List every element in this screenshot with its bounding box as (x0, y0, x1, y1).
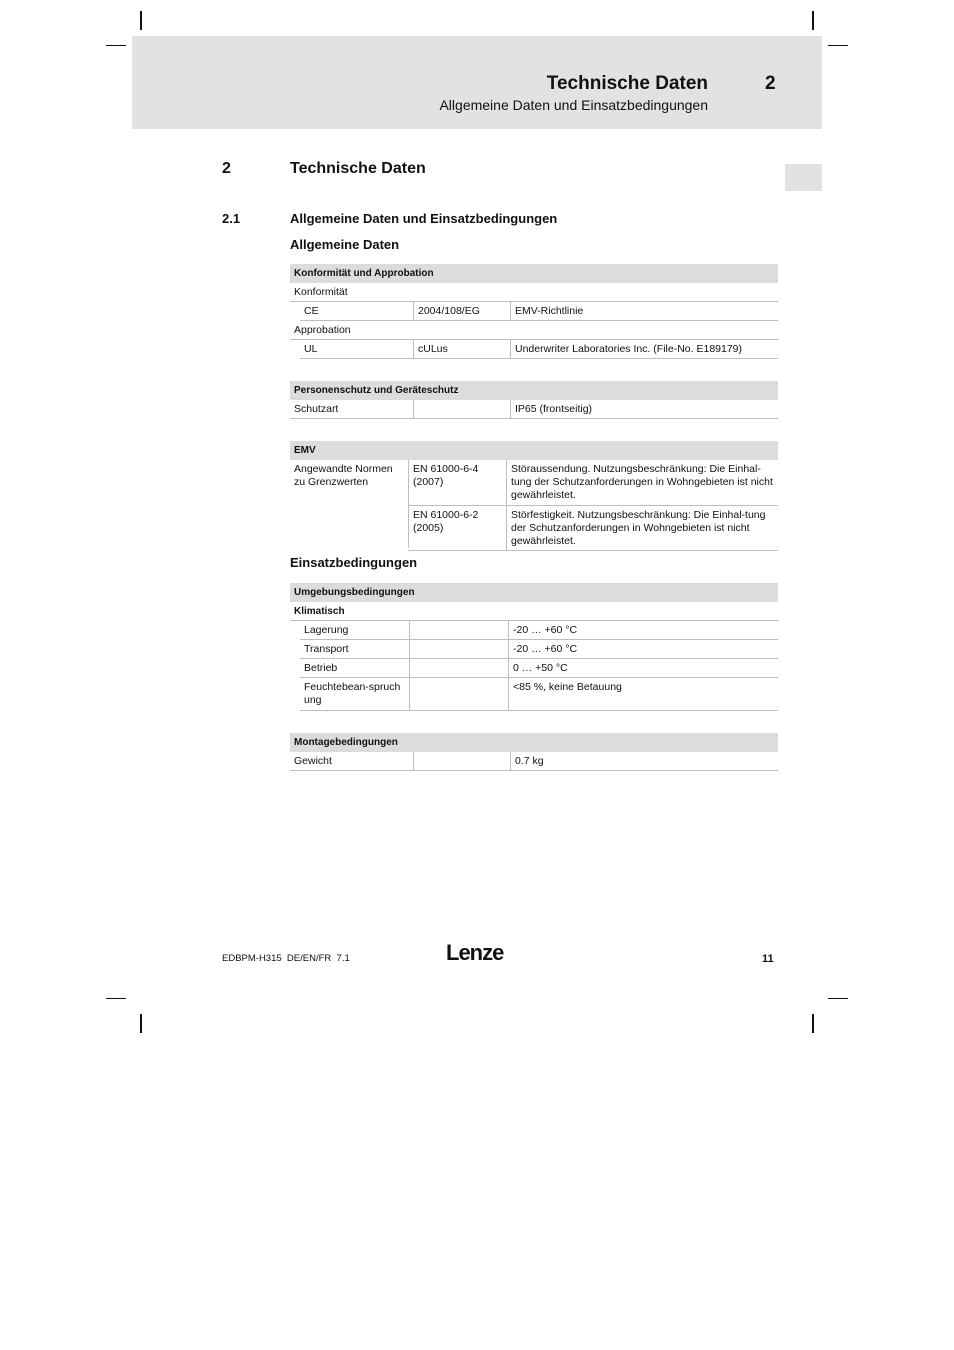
table-row: Gewicht 0.7 kg (290, 752, 778, 771)
heading2-text: Allgemeine Daten und Einsatzbedingungen (290, 211, 558, 226)
emv-body (290, 460, 778, 551)
header-subtitle: Allgemeine Daten und Einsatzbedingungen (439, 97, 708, 113)
heading1-number: 2 (222, 160, 231, 177)
group-label: Klimatisch (290, 602, 778, 621)
header-chapter-number: 2 (765, 73, 776, 94)
conformity-table (290, 264, 778, 359)
mounting-table (290, 733, 778, 771)
header-title: Technische Daten (546, 73, 708, 94)
table-row: UL cULus Underwriter Laboratories Inc. (File-No. E189179) (300, 340, 778, 359)
section-heading-general: Allgemeine Daten (290, 237, 400, 252)
crop-mark (812, 1014, 814, 1033)
lenze-logo: Lenze (446, 940, 504, 965)
crop-mark (106, 998, 126, 999)
group-label: Konformität (290, 283, 778, 302)
table-row: EN 61000-6-2 (2005) Störfestigkeit. Nutzungsbeschränkung: Die Einhal-tung der Schutzanforderungen in Wohngebieten ist nicht gewährleistet. (408, 506, 778, 551)
table-row: Betrieb 0 … +50 °C (300, 659, 778, 678)
page-number: 11 (762, 953, 774, 965)
table-header: Konformität und Approbation (290, 264, 778, 283)
footer-doc-id: EDBPM-H315 DE/EN/FR 7.1 (222, 953, 350, 964)
environment-table (290, 583, 778, 711)
crop-mark (140, 1014, 142, 1033)
emv-label: Angewandte Normen zu Grenzwerten (294, 463, 393, 488)
table-row: Schutzart IP65 (frontseitig) (290, 400, 778, 419)
section-heading-operating: Einsatzbedingungen (290, 555, 418, 570)
page-header (132, 36, 822, 129)
protection-table (290, 381, 778, 419)
table-header: Personenschutz und Geräteschutz (290, 381, 778, 400)
crop-mark (812, 11, 814, 30)
chapter-tab (785, 164, 822, 191)
table-row: Transport -20 … +60 °C (300, 640, 778, 659)
table-header: Montagebedingungen (290, 733, 778, 752)
crop-mark (106, 45, 126, 46)
table-row: EN 61000-6-4 (2007) Störaussendung. Nutzungsbeschränkung: Die Einhal-tung der Schutzanforderungen in Wohngebieten ist nicht gewährleistet. (408, 460, 778, 506)
table-row: Lagerung -20 … +60 °C (300, 621, 778, 640)
crop-mark (828, 45, 848, 46)
crop-mark (828, 998, 848, 999)
emv-table (290, 441, 778, 551)
table-header: EMV (290, 441, 778, 460)
heading1-text: Technische Daten (290, 160, 426, 177)
crop-mark (140, 11, 142, 30)
table-row: CE 2004/108/EG EMV-Richtlinie (300, 302, 778, 321)
heading2-number: 2.1 (222, 211, 241, 226)
table-header: Umgebungsbedingungen (290, 583, 778, 602)
table-row: Feuchtebean-spruchung <85 %, keine Betauung (300, 678, 778, 711)
group-label: Approbation (290, 321, 778, 340)
